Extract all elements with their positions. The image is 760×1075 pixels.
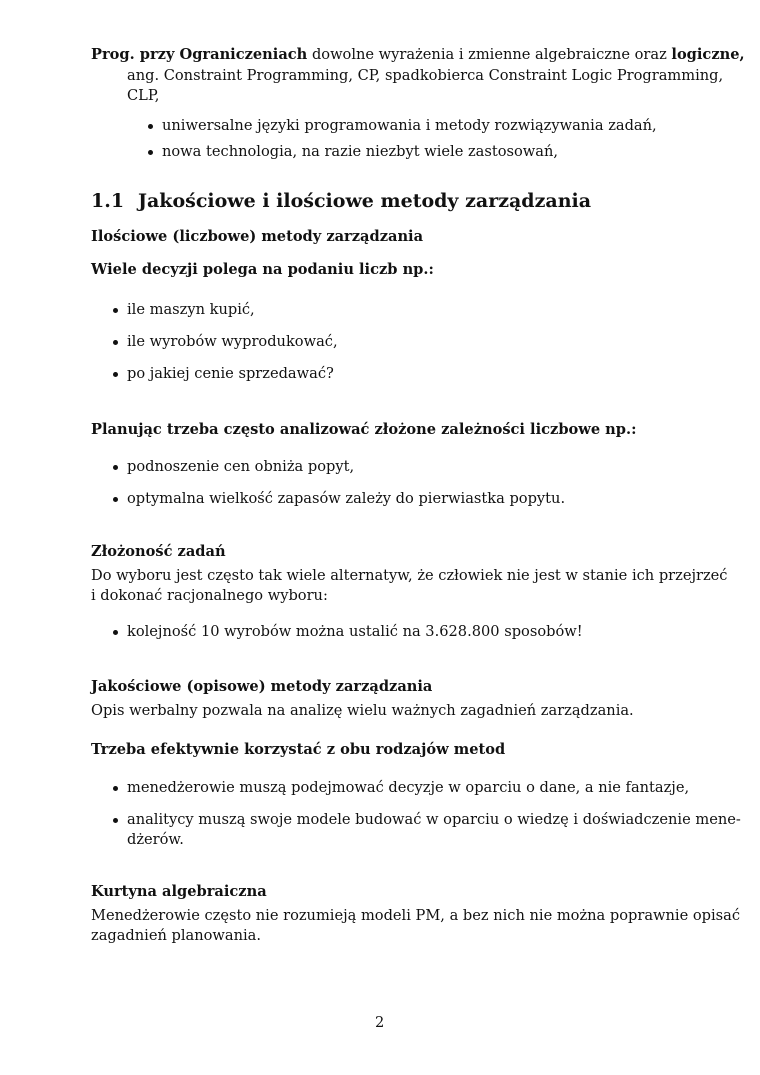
planning-bullet-2: optymalna wielkość zapasów zależy do pierwiastka popytu.: [127, 490, 566, 507]
intro-bullet-2: nowa technologia, na razie niezbyt wiele zastosowań,: [162, 143, 559, 160]
planning-bullet-1: podnoszenie cen obniża popyt,: [127, 458, 355, 475]
quant-bullet-2: ile wyrobów wyprodukować,: [127, 333, 338, 350]
intro-line-1-text: dowolne wyrażenia i zmienne algebraiczne oraz: [311, 46, 667, 63]
curtain-para-line-1: Menedżerowie często nie rozumieją modeli PM, a bez nich nie można poprawnie opisać: [91, 907, 741, 924]
intro-term: Prog. przy Ograniczeniach: [91, 46, 308, 63]
complexity-bullet-1: kolejność 10 wyrobów można ustalić na 3.628.800 sposobów!: [127, 623, 583, 640]
bullet-icon: [113, 497, 118, 502]
both-heading: Trzeba efektywnie korzystać z obu rodzajów metod: [91, 741, 506, 758]
qual-heading: Jakościowe (opisowe) metody zarządzania: [91, 678, 433, 695]
quant-heading: Ilościowe (liczbowe) metody zarządzania: [91, 228, 424, 245]
bullet-icon: [113, 308, 118, 313]
bullet-icon: [113, 340, 118, 345]
bullet-icon: [113, 818, 118, 823]
bullet-icon: [148, 150, 153, 155]
intro-line-3: CLP,: [127, 87, 160, 104]
complexity-para-line-1: Do wyboru jest często tak wiele alternatyw, że człowiek nie jest w stanie ich przejrzeć: [91, 567, 728, 584]
planning-heading: Planując trzeba często analizować złożone zależności liczbowe np.:: [91, 421, 637, 438]
bullet-icon: [113, 372, 118, 377]
complexity-para-line-2: i dokonać racjonalnego wyboru:: [91, 587, 328, 604]
bullet-icon: [148, 124, 153, 129]
both-bullet-2-line-2: dżerów.: [127, 831, 184, 848]
quant-subheading: Wiele decyzji polega na podaniu liczb np.:: [91, 261, 434, 278]
bullet-icon: [113, 786, 118, 791]
intro-line-1: [91, 45, 745, 65]
page-number: 2: [375, 1014, 385, 1031]
intro-line-1-bold: logiczne,: [671, 46, 745, 63]
both-bullet-2-line-1: analitycy muszą swoje modele budować w oparciu o wiedzę i doświadczenie mene-: [127, 811, 741, 828]
intro-line-2: ang. Constraint Programming, CP, spadkobierca Constraint Logic Programming,: [127, 67, 724, 84]
bullet-icon: [113, 465, 118, 470]
section-title: Jakościowe i ilościowe metody zarządzania: [138, 190, 592, 212]
quant-bullet-3: po jakiej cenie sprzedawać?: [127, 365, 334, 382]
intro-bullet-1: uniwersalne języki programowania i metody rozwiązywania zadań,: [162, 117, 657, 134]
curtain-heading: Kurtyna algebraiczna: [91, 883, 267, 900]
complexity-heading: Złożoność zadań: [91, 543, 226, 560]
curtain-para-line-2: zagadnień planowania.: [91, 927, 262, 944]
qual-para: Opis werbalny pozwala na analizę wielu ważnych zagadnień zarządzania.: [91, 702, 634, 719]
both-bullet-1: menedżerowie muszą podejmować decyzje w oparciu o dane, a nie fantazje,: [127, 779, 690, 796]
bullet-icon: [113, 630, 118, 635]
quant-bullet-1: ile maszyn kupić,: [127, 301, 255, 318]
section-number: 1.1: [91, 190, 125, 212]
